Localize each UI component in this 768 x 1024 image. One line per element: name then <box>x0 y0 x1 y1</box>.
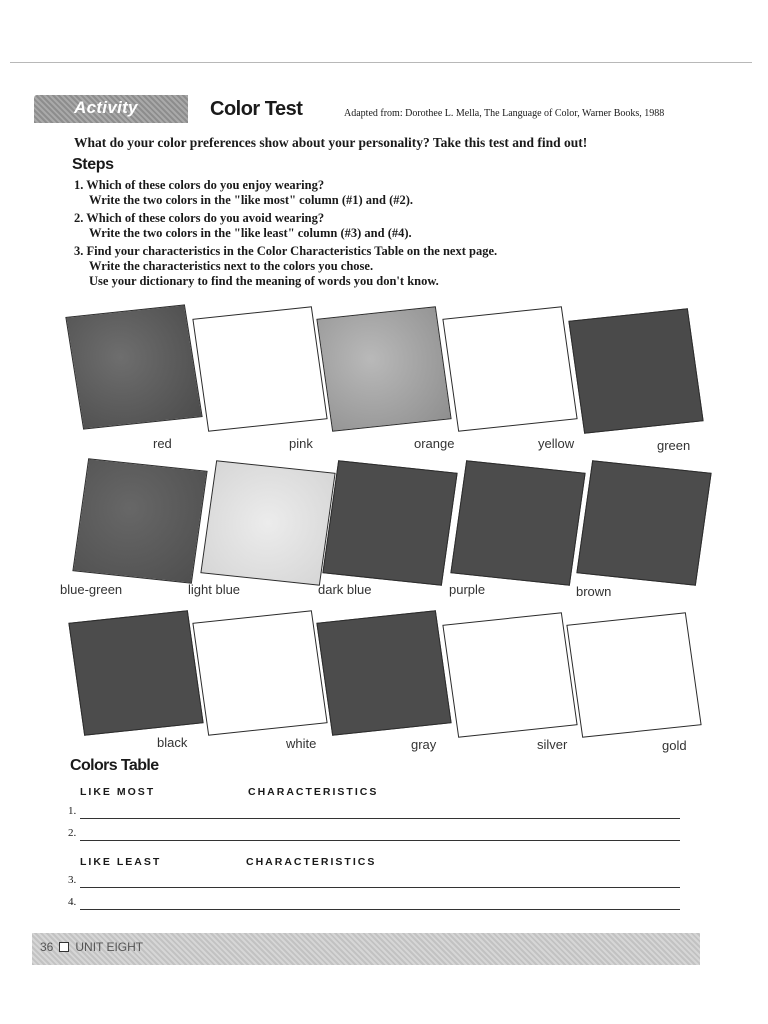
like-most-header: LIKE MOST <box>80 786 156 798</box>
swatch-label-red: red <box>153 436 172 451</box>
top-divider <box>10 62 752 63</box>
step-2: 2. Which of these colors do you avoid wearing? Write the two colors in the "like least" column (#3) and (#4). <box>74 211 412 240</box>
steps-heading: Steps <box>72 156 114 173</box>
swatch-label-purple: purple <box>449 582 486 597</box>
answer-line-1[interactable] <box>80 818 680 819</box>
swatch-label-blue-green: blue-green <box>60 582 123 597</box>
characteristics-header-2: CHARACTERISTICS <box>246 856 377 868</box>
swatch-label-brown: brown <box>576 584 612 599</box>
row-number-1: 1. <box>68 805 77 817</box>
colors-table-heading: Colors Table <box>70 757 159 774</box>
unit-label: UNIT EIGHT <box>75 940 144 954</box>
characteristics-header-1: CHARACTERISTICS <box>248 786 379 798</box>
swatch-gray <box>316 610 451 735</box>
step-1: 1. Which of these colors do you enjoy wearing? Write the two colors in the "like most" column (#1) and (#2). <box>74 178 414 207</box>
swatch-label-silver: silver <box>537 737 568 752</box>
swatch-silver <box>442 612 577 737</box>
swatch-gold <box>566 612 701 737</box>
row-number-2: 2. <box>68 827 77 839</box>
swatch-blue-green <box>72 458 207 583</box>
swatch-pink <box>192 306 327 431</box>
source-citation: Adapted from: Dorothee L. Mella, The Language of Color, Warner Books, 1988 <box>344 108 665 119</box>
activity-label: Activity <box>74 98 138 117</box>
page-number: 36 <box>40 940 54 954</box>
swatch-light-blue <box>200 460 335 585</box>
swatch-purple <box>450 460 585 585</box>
swatch-dark-blue <box>322 460 457 585</box>
swatch-label-green: green <box>657 438 691 453</box>
swatch-label-light-blue: light blue <box>188 582 241 597</box>
intro-question: What do your color preferences show about your personality? Take this test and find out! <box>74 135 588 150</box>
row-number-4: 4. <box>68 896 77 908</box>
row-number-3: 3. <box>68 874 77 886</box>
swatch-orange <box>316 306 451 431</box>
swatch-label-gray: gray <box>411 737 437 752</box>
swatch-label-yellow: yellow <box>538 436 575 451</box>
answer-line-4[interactable] <box>80 909 680 910</box>
swatch-label-orange: orange <box>414 436 455 451</box>
swatch-label-gold: gold <box>662 738 687 753</box>
like-least-header: LIKE LEAST <box>80 856 162 868</box>
answer-line-3[interactable] <box>80 887 680 888</box>
swatch-label-black: black <box>157 735 188 750</box>
swatch-green <box>568 308 703 433</box>
swatch-black <box>68 610 203 735</box>
activity-tab <box>34 95 188 123</box>
page-title: Color Test <box>210 98 303 120</box>
swatch-white <box>192 610 327 735</box>
swatch-brown <box>576 460 711 585</box>
swatch-label-dark-blue: dark blue <box>318 582 372 597</box>
step-3: 3. Find your characteristics in the Color Characteristics Table on the next page. Write the characteristics next to the colors you chose. Use your dictionary to find the meaning of words you don't know. <box>74 244 498 288</box>
square-bullet-icon <box>59 942 69 952</box>
swatch-yellow <box>442 306 577 431</box>
footer <box>40 940 143 954</box>
swatch-label-pink: pink <box>289 436 313 451</box>
swatch-red <box>65 304 202 429</box>
steps-list <box>74 178 497 292</box>
swatch-label-white: white <box>286 736 317 751</box>
answer-line-2[interactable] <box>80 840 680 841</box>
